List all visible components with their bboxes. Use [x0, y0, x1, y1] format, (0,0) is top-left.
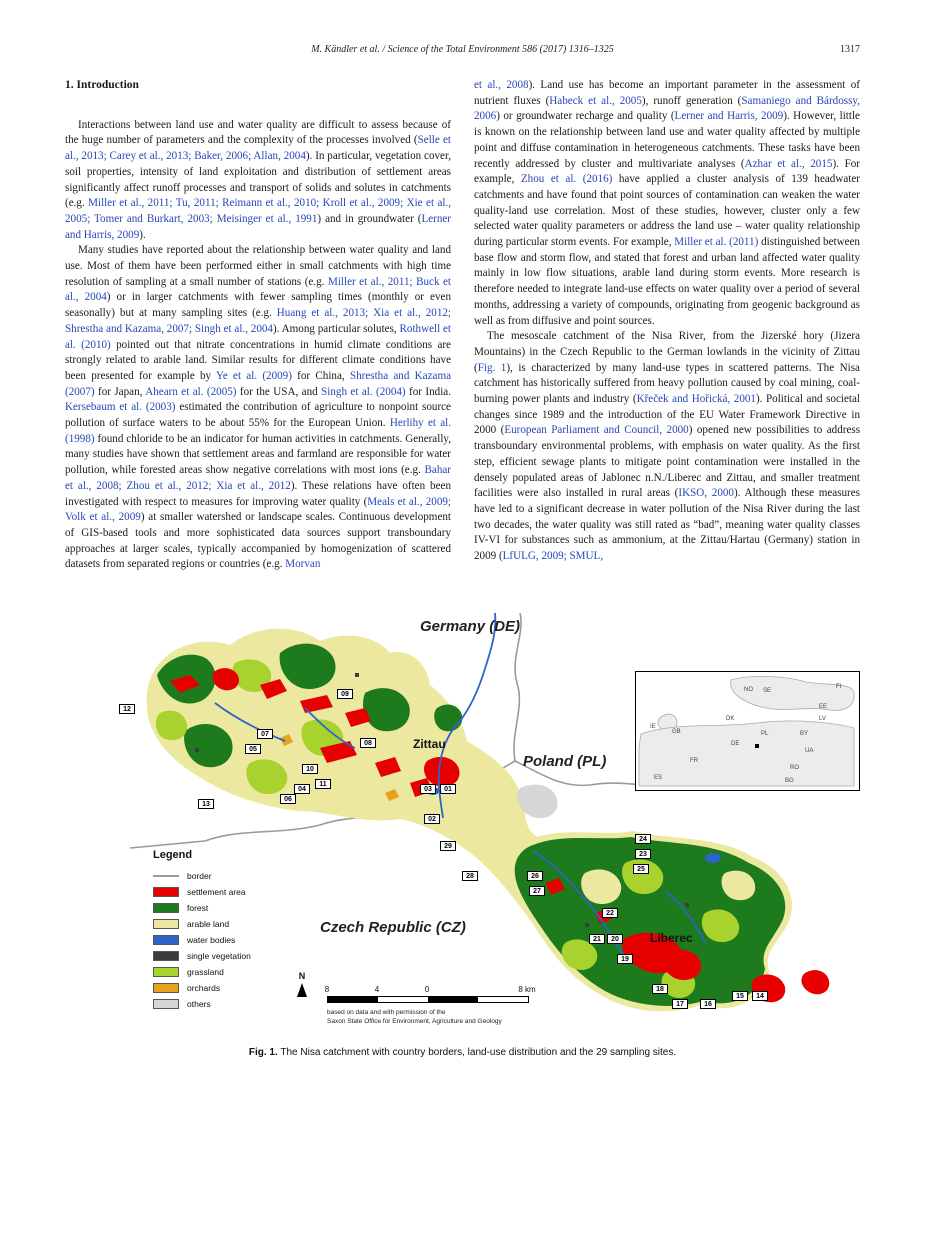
text-run: for China,: [291, 369, 350, 382]
legend-item-arable-land: [153, 916, 308, 932]
scale-tick-0: 8: [324, 985, 330, 995]
figure-caption-text: The Nisa catchment with country borders, land-use distribution and the 29 sampling sites.: [277, 1047, 677, 1059]
figure-caption: [65, 1047, 860, 1058]
paragraph: [65, 243, 451, 573]
nisa-catchment-map: [65, 613, 860, 1033]
page-header: [65, 44, 860, 58]
legend-item-others: [153, 996, 308, 1012]
text-run: ). These relations have often been investigated with respect to measures for improving water quality (: [65, 479, 451, 508]
attribution-line-1: based on data and with permission of the: [327, 1009, 446, 1017]
paragraph: [474, 329, 860, 565]
scale-segment: [478, 997, 528, 1002]
text-run: ). However, little is known on the relationship between land use and water quality affected by multiple point and diffuse contamination in heterogeneous catchments. These tasks have been recently addressed by cluster and multivariate analyses (: [474, 110, 860, 170]
text-run: for Japan,: [94, 385, 146, 398]
text-run: ). Among particular solutes,: [272, 322, 400, 335]
text-run: ). Land use has become an important parameter in the assessment of nutrient fluxes (: [474, 79, 861, 107]
text-run: for the USA, and: [236, 385, 322, 398]
inset-country-FI: FI: [836, 684, 842, 691]
scale-tick-1: 4: [374, 985, 380, 995]
citation-link[interactable]: Rothwell et al. (2010): [65, 322, 452, 351]
legend-item-forest: [153, 900, 308, 916]
two-column-body: [65, 78, 860, 573]
inset-country-FR: FR: [690, 758, 698, 765]
scale-segment: [378, 997, 428, 1002]
north-label: N: [298, 971, 306, 982]
legend-swatch: [153, 903, 179, 913]
text-run: ) at smaller watershed or landscape scales. Continuous development of GIS-based tools and more sophisticated data sources support transboundary approaches at larger scales, typically accompanied by homogenization of scattered datasets from separated regions or countries (e.g.: [65, 511, 451, 571]
map-label-poland: Poland (PL): [523, 753, 607, 771]
legend-swatch: [153, 935, 179, 945]
sampling-site-15: 15: [732, 991, 748, 1001]
text-run: The mesoscale catchment of the Nisa River, from the Jizerské hory (Jizera Mountains) in the Czech Republic to the German lowlands in the vicinity of Zittau (: [474, 330, 860, 374]
legend-item-single-vegetation: [153, 948, 308, 964]
europe-inset-map: [635, 671, 860, 791]
map-label-liberec: Liberec: [650, 931, 693, 946]
figure-1: [65, 613, 860, 1058]
right-column: [474, 78, 860, 573]
legend-label: forest: [187, 903, 209, 914]
citation-link[interactable]: Ahearn et al. (2005): [145, 385, 237, 398]
text-run: ). Political and societal changes since 1989 and the introduction of the EU Water Framework Directive in 2000 (: [474, 393, 860, 437]
legend-swatch: [153, 983, 179, 993]
sampling-site-08: 08: [360, 738, 376, 748]
text-run: ), runoff generation (: [641, 94, 742, 107]
citation-link[interactable]: Miller et al., 2011; Buck et al., 2004: [65, 275, 451, 304]
sampling-site-14: 14: [752, 991, 768, 1001]
map-attribution: [327, 1009, 502, 1026]
sampling-site-10: 10: [302, 764, 318, 774]
sampling-site-23: 23: [635, 849, 651, 859]
text-run: for India.: [405, 385, 451, 398]
scale-tick-3: 8 km: [518, 985, 536, 995]
citation-link[interactable]: Ye et al. (2009): [215, 369, 292, 382]
inset-country-IE: IE: [650, 724, 656, 731]
text-run: distinguished between base flow and storm flow, and stated that forest and urban land affected water quality mainly in low flow situations, arable land during storm events. More research is therefore needed to integrate land-use effects on water quality over a period of several months, addressing a variety of compounds, originating from geogenic background as well as from diffusive and point sources.: [474, 236, 860, 327]
text-run: ) opened new possibilities to address transboundary environmental problems, with emphasis on water quality. As the first step, efficient sewage plants to mitigate point contamination were installed in the densely populated areas of Jablonec n.N./Liberec and Zittau, and smaller treatment facilities were also installed in rural areas (: [474, 424, 861, 500]
sampling-site-29: 29: [440, 841, 456, 851]
paragraph: [65, 118, 451, 244]
citation-link[interactable]: Shrestha and Kazama (2007): [65, 369, 452, 398]
legend-swatch: [153, 887, 179, 897]
text-run: found chloride to be an indicator for human activities in catchments. Generally, many studies have shown that settlement areas and farmland are responsible for water pollution, while forested areas show negative correlations with most ions (e.g.: [65, 432, 451, 477]
citation-link[interactable]: Kersebaum et al. (2003): [65, 401, 176, 414]
citation-link[interactable]: Morvan: [285, 558, 321, 571]
scale-tick-labels: [324, 985, 536, 996]
legend-item-orchards: [153, 980, 308, 996]
text-run: ).: [139, 228, 146, 241]
citation-link[interactable]: IKSO, 2000: [678, 487, 734, 500]
citation-link[interactable]: Singh et al. (2004): [321, 385, 406, 398]
inset-country-GB: GB: [672, 729, 681, 736]
sampling-site-16: 16: [700, 999, 716, 1009]
text-run: pointed out that nitrate concentrations in humid climate conditions are strongly related to arable land. Similar results for different climate conditions have been presented for example by: [65, 338, 451, 382]
section-heading: 1. Introduction: [65, 79, 139, 91]
inset-country-EE: EE: [819, 704, 828, 711]
sampling-site-21: 21: [589, 934, 605, 944]
legend-item-water-bodies: [153, 932, 308, 948]
sampling-site-06: 06: [280, 794, 296, 804]
inset-country-DK: DK: [726, 716, 735, 723]
citation-link[interactable]: Huang et al., 2013; Xia et al., 2012; Shrestha and Kazama, 2007; Singh et al., 2004: [65, 307, 451, 335]
sampling-site-05: 05: [245, 744, 261, 754]
sampling-site-13: 13: [198, 799, 214, 809]
inset-country-RO: RO: [790, 765, 799, 772]
text-run: ) and in groundwater (: [317, 212, 422, 225]
sampling-site-03: 03: [420, 784, 436, 794]
citation-link[interactable]: et al., 2008: [474, 79, 529, 91]
legend-label: orchards: [187, 983, 221, 994]
citation-link[interactable]: Habeck et al., 2005: [549, 94, 642, 107]
citation-link[interactable]: Herlihy et al. (1998): [65, 417, 451, 445]
legend-item-grassland: [153, 964, 308, 980]
text-run: Many studies have reported about the relationship between water quality and land use. Most of them have been performed either in small catchments with high time resolution of sampling at a small number of stations (e.g.: [65, 244, 451, 288]
legend-item-border: [153, 868, 308, 884]
sampling-site-27: 27: [529, 886, 545, 896]
legend-label: grassland: [187, 967, 224, 978]
inset-country-SE: SE: [763, 688, 772, 695]
inset-country-NO: NO: [744, 687, 753, 694]
legend-label: settlement area: [187, 887, 246, 898]
sampling-site-17: 17: [672, 999, 688, 1009]
text-run: ) or in larger catchments with fewer sampling times (monthly or even seasonally) but at many sampling sites (e.g.: [65, 291, 451, 320]
legend-label: border: [187, 871, 212, 882]
scale-segments: [327, 996, 529, 1003]
sampling-site-18: 18: [652, 984, 668, 994]
map-label-germany: Germany (DE): [420, 618, 521, 636]
legend-swatch: [153, 967, 179, 977]
legend-swatch: [153, 919, 179, 929]
sampling-site-20: 20: [607, 934, 623, 944]
text-run: ), is characterized by many land-use types in scattered patterns. The Nisa catchment has historically suffered from heavy pollution caused by coal mining, coal-burning power plants and industry (: [474, 361, 860, 406]
citation-link[interactable]: Zhou et al. (2016): [520, 173, 613, 186]
legend-swatch: [153, 951, 179, 961]
text-run: ). For example,: [474, 157, 860, 186]
inset-study-area-marker: [755, 744, 759, 748]
sampling-site-19: 19: [617, 954, 633, 964]
inset-country-DE: DE: [731, 741, 740, 748]
attribution-line-2: Saxon State Office for Environment, Agriculture and Geology: [327, 1017, 502, 1025]
inset-country-LV: LV: [819, 716, 826, 723]
map-legend: [153, 849, 308, 1012]
legend-swatch: [153, 875, 179, 877]
sampling-site-24: 24: [635, 834, 651, 844]
legend-items: [153, 868, 308, 1012]
legend-label: water bodies: [187, 935, 236, 946]
sampling-site-22: 22: [602, 908, 618, 918]
inset-country-UA: UA: [805, 748, 814, 755]
scale-tick-2: 0: [424, 985, 430, 995]
sampling-site-02: 02: [424, 814, 440, 824]
page-number: 1317: [840, 44, 860, 55]
scale-bar: [324, 985, 536, 1003]
citation-link[interactable]: Azhar et al., 2015: [744, 157, 833, 170]
text-run: estimated the contribution of agriculture to nonpoint source pollution of surface waters to be about 55% for the European Union.: [65, 401, 451, 430]
left-column: [65, 78, 451, 573]
scale-segment: [428, 997, 478, 1002]
citation-link[interactable]: LfULG, 2009; SMUL,: [502, 550, 604, 563]
inset-country-ES: ES: [654, 775, 663, 782]
sampling-site-11: 11: [315, 779, 331, 789]
map-label-czech-republic: Czech Republic (CZ): [320, 919, 466, 937]
legend-item-settlement-area: [153, 884, 308, 900]
sampling-site-09: 09: [337, 689, 353, 699]
text-run: ) or groundwater recharge and quality (: [496, 110, 675, 123]
citation-link[interactable]: Samaniego and Bárdossy, 2006: [474, 94, 860, 123]
citation-link[interactable]: Křeček and Hořická, 2001: [636, 393, 756, 406]
citation-link[interactable]: Fig. 1: [477, 361, 507, 374]
citation-link[interactable]: Miller et al., 2011; Tu, 2011; Reimann et al., 2010; Kroll et al., 2009; Xie et al., 2005; Tomer and Burkart, 2003; Meisinger et al., 1991: [65, 197, 451, 225]
inset-country-BG: BG: [785, 778, 794, 785]
legend-swatch: [153, 999, 179, 1009]
legend-label: others: [187, 999, 211, 1010]
text-run: Interactions between land use and water quality are difficult to assess because of the huge number of parameters and the complexity of the processes involved (: [65, 118, 451, 147]
citation-link[interactable]: Miller et al. (2011): [674, 236, 759, 249]
map-label-zittau: Zittau: [413, 737, 446, 752]
north-arrow-icon: [297, 983, 307, 997]
sampling-site-04: 04: [294, 784, 310, 794]
sampling-site-25: 25: [633, 864, 649, 874]
inset-country-BY: BY: [800, 731, 809, 738]
inset-country-PL: PL: [761, 731, 769, 738]
north-arrow: [293, 971, 311, 997]
text-run: ). In particular, vegetation cover, soil properties, intensity of land exploitation and distribution of settlement areas significantly affect runoff processes and transport of solids and solutes in catchments (e.g.: [65, 150, 452, 210]
legend-title: Legend: [153, 849, 193, 862]
legend-label: single vegetation: [187, 951, 251, 962]
citation-link[interactable]: European Parliament and Council, 2000: [504, 424, 689, 437]
sampling-site-28: 28: [462, 871, 478, 881]
sampling-site-12: 12: [119, 704, 135, 714]
scale-segment: [328, 997, 378, 1002]
sampling-site-07: 07: [257, 729, 273, 739]
citation-link[interactable]: Selle et al., 2013; Carey et al., 2013; Baker, 2006; Allan, 2004: [65, 134, 451, 163]
citation-link[interactable]: Lerner and Harris, 2009: [65, 212, 451, 241]
legend-label: arable land: [187, 919, 230, 930]
running-title: M. Kändler et al. / Science of the Total Environment 586 (2017) 1316–1325: [311, 44, 614, 55]
sampling-site-26: 26: [527, 871, 543, 881]
figure-caption-label: Fig. 1.: [248, 1047, 278, 1059]
text-run: ). Although these measures have led to a significant decrease in water pollution of the Nisa River during the last two decades, the water quality was still rated as “bad”, meaning water quality classes IV-VI for substances such as ammonium, at the Zittau/Hartau (Germany) station in 2009 (: [474, 487, 860, 563]
text-run: have applied a cluster analysis of 139 headwater catchments and have found that point sources of contamination can weaken the water quality-land use correlation. Most of these studies, however, cluster only a few selected water quality parameters or address the land use – water quality relationship during particular storm events. For example,: [474, 173, 860, 249]
citation-link[interactable]: Meals et al., 2009; Volk et al., 2009: [65, 495, 451, 524]
citation-link[interactable]: Bahar et al., 2008; Zhou et al., 2012; Xia et al., 2012: [65, 464, 451, 492]
citation-link[interactable]: Lerner and Harris, 2009: [674, 110, 784, 123]
paragraph: [474, 78, 860, 329]
sampling-site-01: 01: [440, 784, 456, 794]
